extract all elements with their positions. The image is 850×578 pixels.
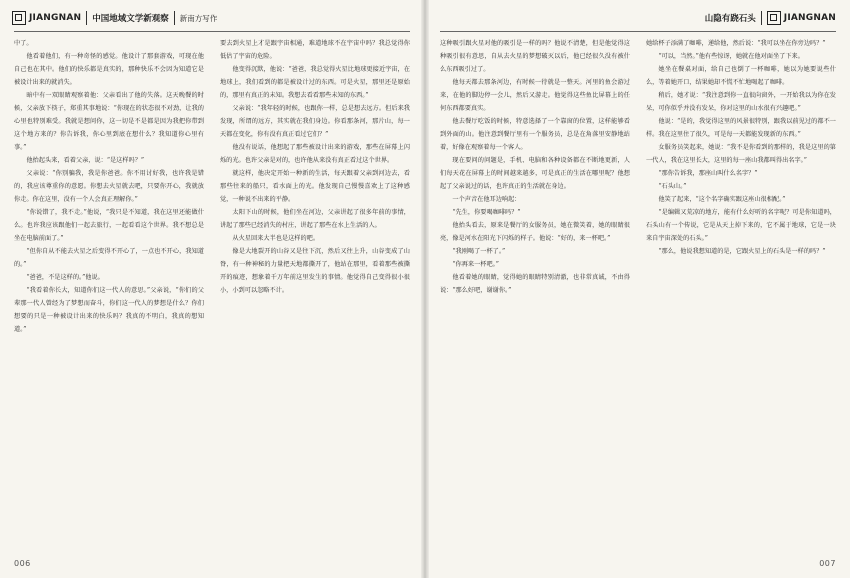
header-rule — [440, 31, 836, 32]
paragraph: “但你自从不能去火星之后变得不开心了，一点也不开心，我知道的。” — [14, 248, 204, 268]
left-page — [0, 0, 424, 578]
paragraph: 一个声音在他耳边响起： — [452, 196, 521, 203]
paragraph: 稍后，她才说：“我注意到你一直很向窗外，一开始我以为你在发呆，可你似乎并没有发呆，你对这里的山水很有兴趣吧。” — [646, 92, 836, 112]
paragraph: 中了。 — [14, 40, 33, 47]
paragraph: “我刚喝了一杯了。” — [452, 248, 506, 255]
paragraph: 他看着他们，有一种奇怪的感觉。他设计了那套游戏，可现在他自己也在其中。他们的快乐都是真实的，那种快乐不会因为知道它是被设计出来的就消失。 — [14, 53, 204, 86]
paragraph: 他变得沉默，他说：“爸爸，我总觉得火星比地球更接近宇宙，在地球上，我们看到的都是被设计过的东西。可是火星，那里还是原始的，那里有真正的未知。我想去看看那些未知的东西。” — [220, 66, 410, 99]
paragraph: “你说错了，我不走。”他说，“我只是不知道，我在这里还能做什么。也许我应该跟他们一起去旅行，一起看看这个世界。我不想总是坐在电脑前面了。” — [14, 209, 204, 242]
magazine-logo-icon — [767, 11, 781, 25]
paragraph: 他抬头看去，原来是餐厅的女服务员，她在微笑着，她的眼睛很亮，像是河水在阳光下闪烁的样子。他说：“好的，来一杯吧。” — [440, 222, 630, 242]
paragraph: 他每天都去那条河边，有时候一待就是一整天。河里的鱼会游过来，在他的脚边停一会儿，然后又游走。他觉得这些鱼比屏幕上的任何东西都要真实。 — [440, 79, 630, 112]
text-column — [14, 37, 204, 548]
paragraph: “那你告诉我，那座山叫什么名字？” — [658, 170, 758, 177]
header-divider — [174, 11, 175, 25]
header-rule — [14, 31, 410, 32]
paragraph: 他抬起头来，看着父亲，说：“是这样吗？” — [26, 157, 145, 164]
paragraph: 父亲说：“你别骗我，我是你爸爸。你不用讨好我，也许我是错的，我应该尊重你的意愿。你想去火星就去吧，只要你开心，我就放你走。你在这里，没有一个人会真正理解你。” — [14, 170, 204, 203]
paragraph: 她坐在餐桌对面，给自己也倒了一杯咖啡，她以为她要说些什么，等着她开口，结果她却不慌不忙地喝起了咖啡。 — [646, 66, 836, 86]
page-gutter — [421, 0, 429, 578]
paragraph: “石头山。” — [658, 183, 687, 190]
magazine-logo-text: JIANGNAN — [783, 13, 836, 23]
paragraph: 他笑了起来，“这个名字确实跟这座山很相配。” — [658, 196, 786, 203]
magazine-logo-text: JIANGNAN — [29, 13, 82, 23]
paragraph: 暗中有一双眼睛观察着他：父亲看出了他的失落。这天晚餐的时候，父亲放下筷子，郑重其事地说：“你现在的状态很不对劲，让我的心里也特别难受。我就是想问你，这一切是不是都是因为我把你带到这个地方来的？你告诉我，你心里到底在想什么？我知道你心里有事。” — [14, 92, 204, 151]
page-number: 007 — [819, 559, 836, 568]
left-page-header — [12, 7, 217, 29]
right-page — [426, 0, 850, 578]
paragraph: 这种吸引跟火星对他的吸引是一样的吗？他说不清楚，但是他觉得这种吸引很有意思，自从去火星的梦想破灭以后，他已经很久没有被什么东西吸引过了。 — [440, 40, 630, 73]
text-column — [646, 37, 836, 548]
magazine-column-title: 中国地域文学新观察 — [92, 14, 169, 24]
text-column — [220, 37, 410, 548]
paragraph: 就这样，他决定开始一种新的生活，每天跟着父亲到河边去，看那些往来的船只，看水面上的光。他发现自己慢慢喜欢上了这种感觉，一种说不出来的平静。 — [220, 170, 410, 203]
paragraph: 从火星回来大半也是这样的吧。 — [232, 235, 320, 242]
right-page-body — [440, 37, 836, 548]
paragraph: 像是大地裂开的山谷又是往下沉，然后又往上升，山谷变成了山脊，有一种神秘的力量把天地都撕开了，他站在那里，看着那些被撕开的痕迹，想象着千万年前这里发生的事情。他觉得自己变得很小很小，小到可以忽略不计。 — [220, 248, 410, 294]
paragraph: “那么，他说我想知道的是，它跟火星上的石头是一样的吗？” — [658, 248, 826, 255]
page-number: 006 — [14, 559, 31, 568]
paragraph: “你再来一杯吧。” — [452, 261, 499, 268]
magazine-logo-icon — [12, 11, 26, 25]
paragraph: 她给杯子添满了咖啡，递给他，然后说：“我可以坐在你旁边吗？” — [646, 40, 826, 47]
paragraph: 他没有说话，他想起了那些被设计出来的游戏，那些在屏幕上闪烁的光。也许父亲是对的，也许他从来没有真正看过这个世界。 — [220, 144, 410, 164]
paragraph: 女服务员笑起来，她说：“我不是你看到的那样的，我是这里的第一代人，我在这里长大，这里的每一座山我都叫得出名字。” — [646, 144, 836, 164]
story-title: 山隐有跷石头 — [704, 14, 756, 24]
paragraph: “爸爸，不是这样的。”他说。 — [26, 274, 104, 281]
paragraph: 他说：“是的，我觉得这里的风景很特别，跟我以前见过的都不一样。我在这里住了很久，可是每一天都能发现新的东西。” — [646, 118, 836, 138]
paragraph: 要去到火星上才是跟宇宙相通，难道地球不在宇宙中吗？我总觉得你低估了宇宙的危险。 — [220, 40, 410, 60]
section-title: 新南方写作 — [179, 13, 218, 23]
text-column — [440, 37, 630, 548]
paragraph: 他去餐厅吃饭的时候，特意选择了一个靠窗的位置，这样能够看到外面的山。他注意到餐厅里有一个服务员，总是在角落里安静地站着，好像在观察着每一个客人。 — [440, 118, 630, 151]
header-divider — [761, 11, 762, 25]
paragraph: “是编辑又荒凉的地方，能有什么好听的名字呢？可是你知道吗，石头山有一个传说，它是从天上掉下来的，它不属于地球，它是一块来自宇宙深处的石头。” — [646, 209, 836, 242]
paragraph: 现在要问的问题是，手机、电脑和各种设备都在不断地更新，人们每天花在屏幕上的时间越来越多，可是真正的生活在哪里呢？他想起了父亲说过的话，也许真正的生活就在身边。 — [440, 157, 630, 190]
paragraph: 他看着她的眼睛，觉得她的眼睛特别清澈，也非常真诚，不由得说：“那么好吧，谢谢你。” — [440, 274, 630, 294]
paragraph: “可以，当然。”他有些惊讶，她就在他对面坐了下来。 — [658, 53, 804, 60]
paragraph: 太阳下山的时候，他们坐在河边，父亲讲起了很多年前的事情，讲起了那些已经消失的村庄，讲起了那些在水上生活的人。 — [220, 209, 410, 229]
paragraph: 父亲说：“我年轻的时候，也跟你一样，总是想去远方。但后来我发现，所谓的远方，其实就在我们身边。你看那条河，那片山，每一天都在变化，你有没有真正看过它们？” — [220, 105, 410, 138]
right-page-header — [705, 7, 836, 29]
header-divider — [86, 11, 87, 25]
left-page-body — [14, 37, 410, 548]
paragraph: “先生，你要喝咖啡吗？” — [452, 209, 521, 216]
paragraph: “我看着你长大，知道你们这一代人的意思。”父亲说，“你们的父辈那一代人曾经为了梦想而奋斗，你们这一代人的梦想是什么？你们想要的只是一种被设计出来的快乐吗？我真的不明白，我真的想知道。” — [14, 287, 204, 333]
